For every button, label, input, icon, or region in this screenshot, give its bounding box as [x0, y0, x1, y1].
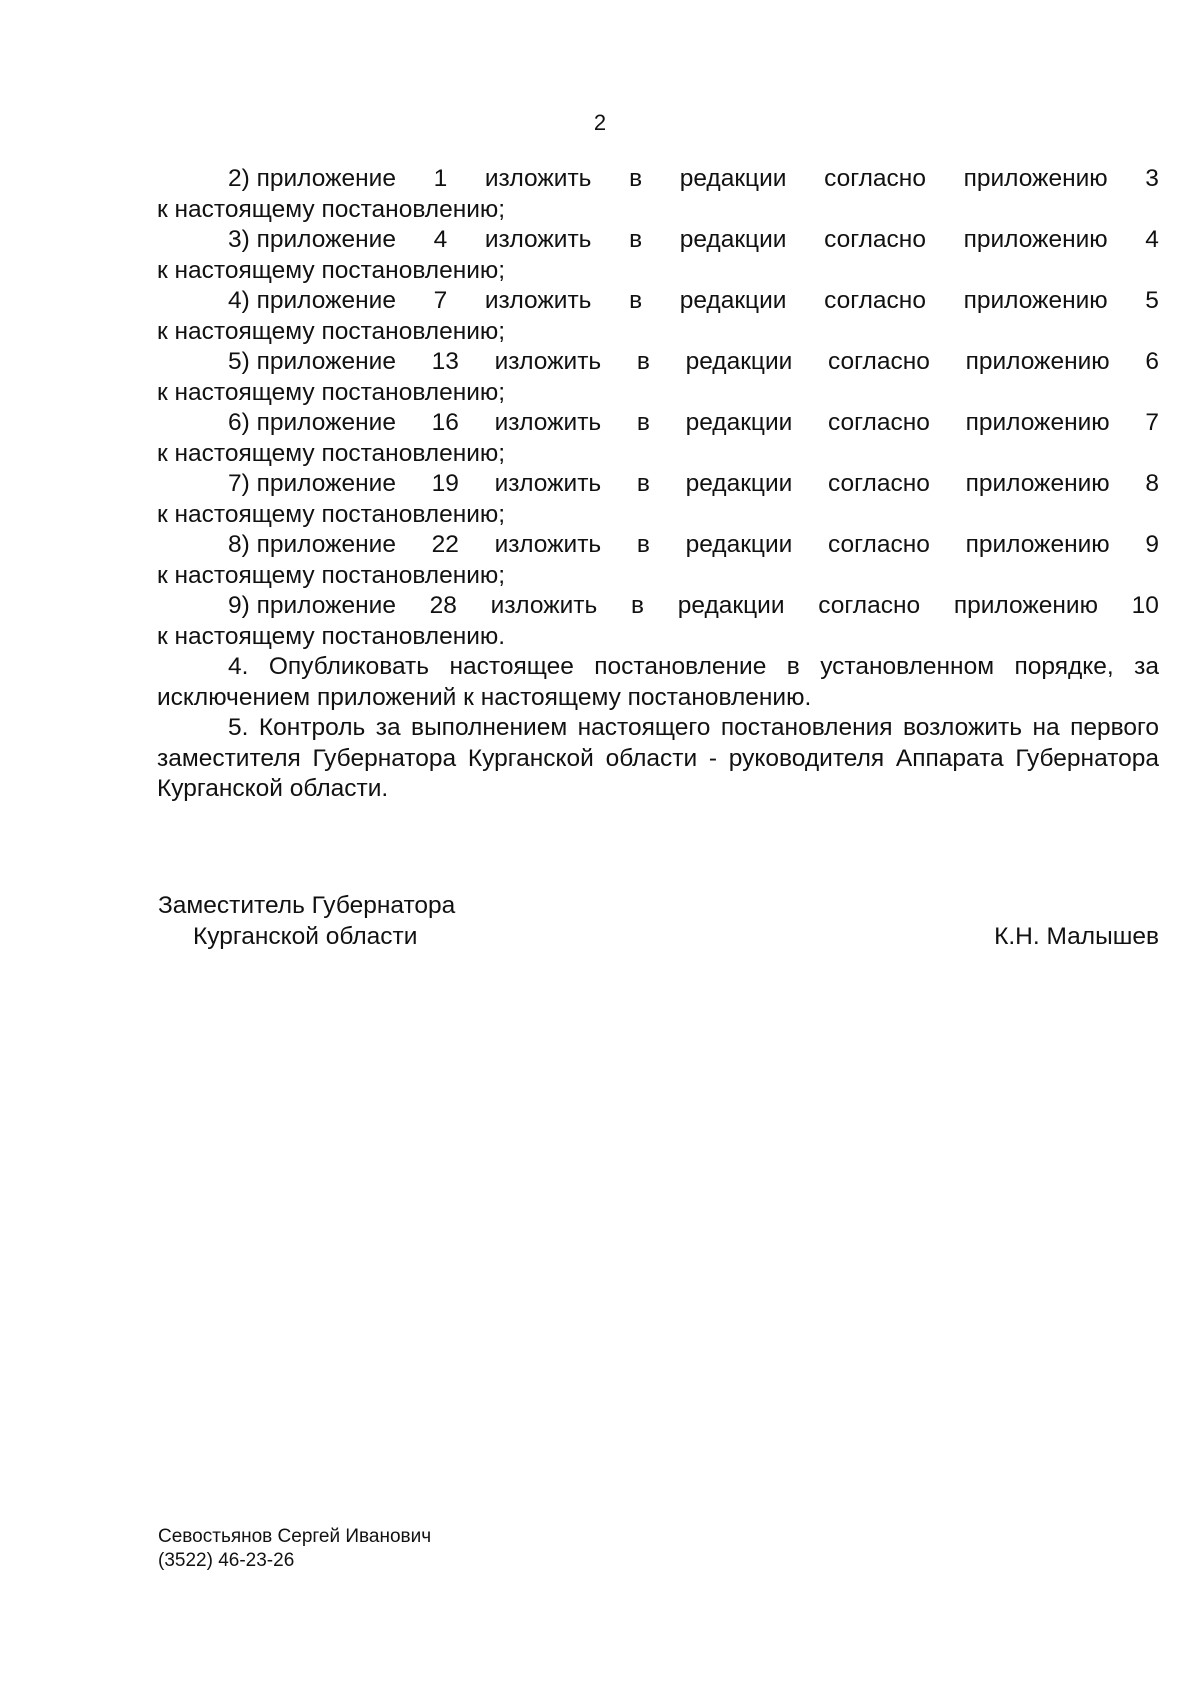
amendment-word: 13 — [431, 348, 459, 375]
amendment-word: 2) приложение — [228, 165, 396, 192]
amendment-word: изложить — [490, 592, 598, 619]
amendment-item-line — [157, 286, 1159, 317]
amendment-word: изложить — [484, 226, 592, 253]
amendment-word: согласно — [824, 287, 926, 314]
amendment-word: в — [629, 287, 643, 314]
amendment-item-continuation: к настоящему постановлению. — [157, 622, 506, 650]
amendment-word: приложению — [963, 226, 1108, 253]
amendment-word: согласно — [828, 348, 930, 375]
amendment-item — [157, 469, 1159, 530]
amendment-item-line — [157, 225, 1159, 256]
amendment-word: согласно — [828, 409, 930, 436]
amendment-item — [157, 225, 1159, 286]
amendment-word: 7) приложение — [228, 470, 396, 497]
amendment-word: в — [636, 409, 650, 436]
amendment-word: 5) приложение — [228, 348, 396, 375]
amendment-word: 6) приложение — [228, 409, 396, 436]
amendment-word: приложению — [953, 592, 1098, 619]
executor-block — [158, 1525, 431, 1573]
amendment-item — [157, 164, 1159, 225]
amendment-item-continuation: к настоящему постановлению; — [157, 561, 506, 589]
amendment-word: изложить — [494, 348, 602, 375]
amendment-word: изложить — [494, 409, 602, 436]
amendment-word: редакции — [685, 470, 793, 497]
amendment-item-continuation: к настоящему постановлению; — [157, 378, 506, 406]
amendment-item-continuation: к настоящему постановлению; — [157, 195, 506, 223]
amendment-word: 3) приложение — [228, 226, 396, 253]
amendment-word: 6 — [1145, 348, 1159, 375]
amendment-word: приложению — [965, 348, 1110, 375]
signatory-title-line2: Курганской области — [193, 923, 418, 950]
amendment-word: согласно — [828, 531, 930, 558]
amendment-word: изложить — [494, 470, 602, 497]
signatory-title-line1: Заместитель Губернатора — [158, 892, 456, 919]
amendment-item-line — [157, 530, 1159, 561]
paragraph-publication: 4. Опубликовать настоящее постановление в установленном порядке, за исключением приложений к настоящему постановлению. — [157, 653, 1159, 711]
amendment-item-continuation: к настоящему постановлению; — [157, 317, 506, 345]
amendment-word: редакции — [685, 409, 793, 436]
amendment-word: 8) приложение — [228, 531, 396, 558]
amendment-word: 9 — [1145, 531, 1159, 558]
executor-phone: (3522) 46-23-26 — [158, 1550, 295, 1571]
amendment-word: приложению — [965, 531, 1110, 558]
amendment-item-continuation: к настоящему постановлению; — [157, 439, 506, 467]
amendment-word: 7 — [1145, 409, 1159, 436]
amendment-item-line — [157, 347, 1159, 378]
amendment-item — [157, 530, 1159, 591]
amendment-word: в — [629, 165, 643, 192]
amendment-word: 4 — [433, 226, 448, 253]
amendment-word: 19 — [431, 470, 459, 497]
amendment-word: 4 — [1145, 226, 1159, 253]
amendment-word: в — [636, 531, 650, 558]
amendment-word: согласно — [824, 165, 926, 192]
amendment-word: редакции — [677, 592, 785, 619]
executor-name: Севостьянов Сергей Иванович — [158, 1526, 432, 1547]
amendment-item-line — [157, 164, 1159, 195]
amendment-word: приложению — [965, 409, 1110, 436]
amendment-word: 28 — [429, 592, 457, 619]
amendment-word: изложить — [484, 165, 592, 192]
amendment-item-continuation: к настоящему постановлению; — [157, 500, 506, 528]
amendment-item — [157, 347, 1159, 408]
amendment-word: 8 — [1145, 470, 1159, 497]
amendment-list — [157, 164, 1159, 652]
amendment-word: 4) приложение — [228, 287, 396, 314]
amendment-item-line — [157, 469, 1159, 500]
signatory-name: К.Н. Малышев — [994, 923, 1159, 950]
document-body — [157, 164, 1159, 805]
amendment-word: 16 — [431, 409, 459, 436]
amendment-word: в — [636, 348, 650, 375]
amendment-word: в — [629, 226, 643, 253]
amendment-item-line — [157, 591, 1159, 622]
amendment-word: согласно — [818, 592, 921, 619]
paragraph-control: 5. Контроль за выполнением настоящего постановления возложить на первого заместителя Губернатора Курганской области - руководителя Аппарата Губернатора Курганской области. — [157, 714, 1159, 802]
amendment-word: редакции — [685, 348, 793, 375]
amendment-item-line — [157, 408, 1159, 439]
amendment-item — [157, 408, 1159, 469]
amendment-word: 5 — [1145, 287, 1159, 314]
amendment-word: согласно — [828, 470, 930, 497]
amendment-word: 9) приложение — [228, 592, 396, 619]
amendment-word: приложению — [965, 470, 1110, 497]
signature-block — [157, 891, 1159, 961]
amendment-word: согласно — [824, 226, 926, 253]
amendment-word: редакции — [679, 226, 787, 253]
amendment-word: редакции — [679, 287, 787, 314]
amendment-word: 7 — [433, 287, 448, 314]
page-number: 2 — [593, 110, 607, 135]
amendment-word: 10 — [1131, 592, 1159, 619]
amendment-word: редакции — [685, 531, 793, 558]
amendment-word: 22 — [431, 531, 459, 558]
amendment-word: приложению — [963, 287, 1108, 314]
amendment-word: 3 — [1145, 165, 1159, 192]
amendment-word: приложению — [963, 165, 1108, 192]
amendment-word: редакции — [679, 165, 787, 192]
amendment-word: 1 — [433, 165, 448, 192]
amendment-word: изложить — [484, 287, 592, 314]
amendment-word: в — [636, 470, 650, 497]
amendment-word: в — [631, 592, 645, 619]
amendment-item-continuation: к настоящему постановлению; — [157, 256, 506, 284]
amendment-item — [157, 591, 1159, 652]
amendment-word: изложить — [494, 531, 602, 558]
amendment-item — [157, 286, 1159, 347]
